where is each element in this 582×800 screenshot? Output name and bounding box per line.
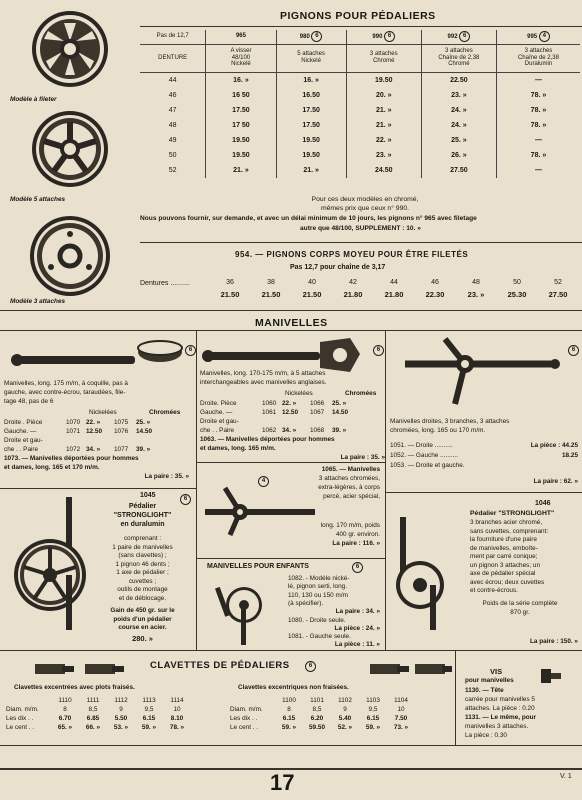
pedalier-title: "STRONGLIGHT" bbox=[113, 512, 172, 519]
crank-left-illustration bbox=[5, 334, 195, 379]
price-cell: 16. » bbox=[276, 72, 346, 88]
row-price: 25. » bbox=[332, 400, 347, 407]
model-desc: 3 attaches Chromé bbox=[346, 44, 421, 72]
model-desc: 3 attaches Chaîne de 2,38 Duralumin bbox=[496, 44, 580, 72]
m1065-line: extra-légères, à corps bbox=[318, 484, 380, 491]
sprocket-illustrations bbox=[2, 4, 137, 324]
clavette-cell: 1112 bbox=[114, 697, 128, 704]
dentures-label: Dentures .......... bbox=[140, 280, 190, 287]
poids-line: 870 gr. bbox=[510, 609, 530, 616]
clavette-cell: 78. » bbox=[169, 724, 185, 731]
table-row bbox=[140, 118, 580, 133]
price-cell: 17.50 bbox=[276, 118, 346, 133]
row-label: Droite . Pièce bbox=[4, 419, 43, 426]
row-label: Droite et gau- bbox=[200, 418, 239, 425]
row-no: 1076 bbox=[114, 428, 129, 435]
row-price: 14.50 bbox=[332, 409, 348, 416]
clavette-cell: 10 bbox=[173, 706, 181, 713]
price-cell: 78. » bbox=[496, 148, 580, 163]
clavette-cell: 52. » bbox=[337, 724, 353, 731]
pair-price: La paire : 62. » bbox=[533, 478, 578, 485]
denture-cell: 48 bbox=[168, 121, 177, 129]
denture-cell: 49 bbox=[168, 136, 177, 144]
row-label: Les dix . . bbox=[6, 715, 34, 722]
price-cell: 21.80 bbox=[384, 290, 404, 299]
clavette-cell: 8.10 bbox=[170, 715, 184, 722]
clavette-cell: 6.15 bbox=[142, 715, 156, 722]
clavette-cell: 65. » bbox=[57, 724, 73, 731]
teeth-cell: 42 bbox=[349, 279, 357, 286]
badge: 4 bbox=[258, 476, 269, 487]
m1065-line: 1065. — Manivelles bbox=[321, 466, 380, 473]
clavette-cell: 1110 bbox=[58, 697, 72, 704]
clavette-cell: 9 bbox=[119, 706, 123, 713]
pedalier-no: 1045 bbox=[140, 492, 156, 499]
clavette-cell: 1100 bbox=[282, 697, 296, 704]
clavette-subtitle: Clavettes excentrées avec plots fraisés. bbox=[14, 684, 135, 691]
m1065-line: La paire : 116. » bbox=[332, 540, 380, 547]
table-row bbox=[140, 148, 580, 163]
feature-line: un pignon 3 attaches; un bbox=[470, 561, 540, 569]
table-row bbox=[140, 163, 580, 178]
row-label: Gauche. — bbox=[4, 428, 37, 435]
price-cell: — bbox=[496, 133, 580, 148]
clavette-cell: 59. » bbox=[141, 724, 157, 731]
enfants-line: 110, 130 ou 150 m/m bbox=[288, 591, 348, 599]
row-price: 22. » bbox=[86, 419, 101, 426]
row-label: Droite. Pièce bbox=[200, 400, 237, 407]
feature-line: 3 branches acier chromé, bbox=[470, 519, 543, 526]
price-cell: 22. » bbox=[346, 133, 421, 148]
row-label: Droite et gau- bbox=[4, 437, 43, 444]
clavettes-title: CLAVETTES DE PÉDALIERS bbox=[150, 660, 290, 671]
row-label: Diam. m/m. bbox=[230, 706, 263, 713]
teeth-cell: 36 bbox=[226, 279, 234, 286]
price-cell: 21. » bbox=[346, 103, 421, 118]
model-no: 992 bbox=[447, 34, 458, 41]
row-no: 1068 bbox=[310, 427, 325, 434]
price-cell: 19.50 bbox=[276, 133, 346, 148]
price-cell: 25.30 bbox=[507, 290, 527, 299]
clavette-cell: 59.50 bbox=[309, 724, 325, 731]
pas-label: Pas de 12,7 bbox=[156, 33, 189, 40]
nickel-header: Nickelées bbox=[285, 390, 313, 397]
row-price: 12.50 bbox=[86, 428, 102, 435]
pignons-title: PIGNONS POUR PÉDALIERS bbox=[280, 10, 436, 22]
clavette-cell: 9 bbox=[343, 706, 347, 713]
row-no: 1072 bbox=[66, 446, 81, 453]
caption-5-attaches: Modèle 5 attaches bbox=[10, 196, 66, 203]
feature-line: avec écrou; deux cuvettes bbox=[470, 578, 545, 586]
feature-line: cuvettes ; bbox=[128, 577, 157, 585]
vis-title: VIS bbox=[490, 667, 503, 676]
desc-line: Manivelles droites, 3 branches, 3 attaches bbox=[390, 418, 510, 425]
model-desc: A visser 48/100 Nickelé bbox=[206, 44, 276, 72]
badge: 6 bbox=[459, 31, 470, 42]
feature-line: sans cuvettes, comprenant: bbox=[470, 527, 549, 535]
price-cell: — bbox=[496, 72, 580, 88]
row-no: 1077 bbox=[114, 446, 129, 453]
model-no: 980 bbox=[299, 34, 310, 41]
pair-price: La paire : 35. » bbox=[340, 454, 385, 461]
price-cell: 21. » bbox=[276, 163, 346, 178]
clavette-cell: 8,5 bbox=[88, 706, 98, 713]
table-row bbox=[140, 103, 580, 118]
enfants-line: La pièce : 24. » bbox=[334, 624, 380, 632]
pedalier-1046-illustration bbox=[392, 515, 452, 635]
row-label: Le cent . . bbox=[6, 724, 35, 731]
enfants-line: La pièce : 11. » bbox=[334, 641, 380, 649]
feature-line: de manivelles, emboîte- bbox=[470, 544, 538, 552]
vis-line: manivelles 3 attaches. bbox=[465, 723, 529, 730]
enfants-line: 1081. - Gauche seule. bbox=[288, 633, 351, 641]
price-cell: 78. » bbox=[496, 88, 580, 103]
feature-line: outils de montage bbox=[117, 586, 168, 593]
notice-1: Nous pouvons fournir, sur demande, et avec un délai minimum de 10 jours, les pignons n° 965 avec filetage bbox=[140, 215, 477, 222]
m1065-line: long. 170 m/m, poids bbox=[320, 522, 380, 529]
teeth-cell: 50 bbox=[513, 279, 521, 286]
denture-cell: 44 bbox=[168, 76, 177, 84]
row-label: Le cent . . bbox=[230, 724, 259, 731]
m1065-line: 3 attaches chromées, bbox=[318, 475, 380, 482]
feature-line: (sans clavettes) ; bbox=[118, 552, 167, 559]
enfants-line: (à spécifier). bbox=[288, 599, 324, 607]
clavette-cell: 1103 bbox=[366, 697, 380, 704]
price-cell: 16 50 bbox=[206, 88, 276, 103]
pignons-table bbox=[140, 30, 580, 178]
row-no: 1075 bbox=[114, 419, 129, 426]
deported-line: et dames, long. 165 et 170 m/m. bbox=[4, 464, 100, 471]
denture-cell: 46 bbox=[168, 91, 177, 99]
badge: 6 bbox=[384, 31, 395, 42]
teeth-cell: 52 bbox=[554, 279, 562, 286]
clavette-cell: 8,5 bbox=[312, 706, 322, 713]
price-cell: 22.50 bbox=[421, 72, 496, 88]
vis-line: carrée pour manivelles 5 bbox=[465, 696, 535, 703]
chrome-header: Chromées bbox=[149, 409, 181, 416]
poids-line: Poids de la série complète bbox=[482, 600, 558, 607]
clavette-cell: 7.50 bbox=[394, 715, 408, 722]
badge: 6 bbox=[180, 494, 191, 505]
m1065-line: percé, acier spécial, bbox=[323, 493, 380, 500]
feature-line: ment par carré conique; bbox=[470, 553, 538, 560]
enfants-line: 1082. - Modèle nické- bbox=[288, 575, 350, 582]
row-price: 22. » bbox=[282, 400, 297, 407]
row-no: 1070 bbox=[66, 419, 81, 426]
price-cell: 23. » bbox=[467, 290, 485, 299]
model-desc: 5 attaches Nickelé bbox=[276, 44, 346, 72]
clavette-cell: 1102 bbox=[338, 697, 352, 704]
deported-line: 1073. — Manivelles déportées pour hommes bbox=[4, 455, 139, 462]
enfants-line: La paire : 34. » bbox=[335, 608, 380, 616]
clavette-cell: 1113 bbox=[142, 697, 156, 704]
price-cell: 21.50 bbox=[302, 290, 322, 299]
desc-line: Manivelles, long. 170-175 m/m, à 5 attaches bbox=[200, 370, 326, 377]
clavette-cell: 6.70 bbox=[58, 715, 72, 722]
clavette-cell: 9,5 bbox=[144, 706, 154, 713]
row-no: 1066 bbox=[310, 400, 325, 407]
clavette-cell: 1111 bbox=[86, 697, 100, 704]
row-price: La pièce : 44.25 bbox=[530, 442, 578, 449]
row-label: 1051. — Droite .......... bbox=[390, 442, 453, 449]
badge: 6 bbox=[311, 31, 322, 42]
vis-sub: pour manivelles bbox=[465, 677, 514, 684]
desc-line: interchangeables avec manivelles anglaises. bbox=[200, 379, 327, 386]
page-number: 17 bbox=[270, 770, 295, 795]
pignons-954-subtitle: Pas 12,7 pour chaîne de 3,17 bbox=[290, 264, 386, 271]
pair-price: La paire : 35. » bbox=[144, 473, 189, 480]
feature-line: et de déblocage. bbox=[118, 594, 167, 602]
clavette-cell: 53. » bbox=[113, 724, 129, 731]
denture-label: DENTURE bbox=[158, 54, 188, 61]
manivelles-title: MANIVELLES bbox=[255, 317, 328, 329]
teeth-cell: 44 bbox=[390, 279, 398, 286]
feature-line: axe de pédalier spécial bbox=[470, 570, 536, 577]
desc-line: Manivelles, long. 175 m/m, à coquille, pas à bbox=[4, 380, 128, 387]
row-price: 25. » bbox=[136, 419, 151, 426]
clavette-cell: 9,5 bbox=[368, 706, 378, 713]
nickel-header: Nickelées bbox=[89, 409, 117, 416]
caption-3-attaches: Modèle 3 attaches bbox=[10, 298, 66, 305]
clavette-cell: 10 bbox=[397, 706, 405, 713]
feature-line: 1 pignon 46 dents ; bbox=[115, 560, 170, 568]
deported-line: 1063. — Manivelles déportées pour hommes bbox=[200, 436, 335, 443]
pedalier-no: 1046 bbox=[535, 500, 551, 507]
feature-line: 1 axe de pédalier ; bbox=[116, 569, 169, 576]
caption-fileter: Modèle à fileter bbox=[10, 96, 57, 103]
row-no: 1071 bbox=[66, 428, 81, 435]
price-cell: 21.50 bbox=[261, 290, 281, 299]
clavette-icons bbox=[0, 656, 455, 681]
clavette-subtitle: Clavettes excentriques non fraisées. bbox=[238, 684, 349, 691]
badge: 6 bbox=[305, 661, 316, 672]
note-2: mêmes prix que ceux n° 990. bbox=[320, 205, 410, 212]
price-cell: 78. » bbox=[496, 118, 580, 133]
model-desc: 3 attaches Chaîne de 2,38 Chromé bbox=[421, 44, 496, 72]
pedalier-1045-illustration bbox=[10, 495, 90, 635]
row-no: 1067 bbox=[310, 409, 325, 416]
table-row bbox=[140, 88, 580, 103]
row-price: 18.25 bbox=[562, 452, 578, 459]
clavette-cell: 1101 bbox=[310, 697, 324, 704]
feature-line: et contre-écrous. bbox=[470, 587, 518, 594]
price-cell: 21. » bbox=[346, 118, 421, 133]
table-row bbox=[140, 133, 580, 148]
price-cell: — bbox=[496, 163, 580, 178]
price-cell: 25. » bbox=[421, 133, 496, 148]
gain-line: Gain de 450 gr. sur le bbox=[110, 607, 175, 614]
denture-cell: 52 bbox=[168, 166, 177, 174]
price-cell: 26. » bbox=[421, 148, 496, 163]
row-price: 34. » bbox=[86, 446, 101, 453]
badge: 6 bbox=[568, 345, 579, 356]
denture-cell: 47 bbox=[168, 106, 177, 114]
row-no: 1060 bbox=[262, 400, 277, 407]
price-cell: 19.50 bbox=[206, 133, 276, 148]
notice-2: autre que 48/100, SUPPLEMENT : 10. » bbox=[300, 225, 421, 232]
vis-line: 1130. — Tête bbox=[465, 687, 504, 694]
model-no: 995 bbox=[527, 34, 538, 41]
pedalier-title: en duralumin bbox=[120, 521, 165, 528]
enfants-line: 1080. - Droite seule. bbox=[288, 616, 346, 624]
clavette-cell: 66. » bbox=[85, 724, 101, 731]
row-no: 1061 bbox=[262, 409, 277, 416]
feature-line: comprenant : bbox=[123, 535, 162, 542]
teeth-cell: 38 bbox=[267, 279, 275, 286]
row-price: 34. » bbox=[282, 427, 297, 434]
vis-line: attaches. La pièce : 0.20 bbox=[465, 705, 535, 712]
desc-line: chromées, long. 165 ou 170 m/m. bbox=[390, 427, 486, 434]
teeth-cell: 40 bbox=[308, 279, 316, 286]
price-cell: 21. » bbox=[206, 163, 276, 178]
row-price: 39. » bbox=[136, 446, 151, 453]
price-cell: 16. » bbox=[206, 72, 276, 88]
enfants-illustration bbox=[212, 575, 282, 650]
teeth-cell: 46 bbox=[431, 279, 439, 286]
row-label: Gauche. — bbox=[200, 409, 233, 416]
deported-line: et dames, long. 165 m/m. bbox=[200, 445, 276, 452]
chrome-header: Chromées bbox=[345, 390, 377, 397]
row-label: 1053. — Droite et gauche. bbox=[390, 462, 465, 469]
row-price: 12.50 bbox=[282, 409, 298, 416]
clavette-cell: 6.15 bbox=[282, 715, 296, 722]
price-cell: 16.50 bbox=[276, 88, 346, 103]
crank-right-illustration bbox=[395, 334, 575, 414]
row-label: Les dix . . bbox=[230, 715, 258, 722]
desc-line: tage 48, pas de 6 bbox=[4, 398, 54, 405]
price-cell: 24.50 bbox=[346, 163, 421, 178]
clavette-cell: 5.50 bbox=[114, 715, 128, 722]
row-label: 1052. — Gauche .......... bbox=[390, 452, 458, 459]
gain-line: course en acier. bbox=[118, 624, 167, 631]
note-1: Pour ces deux modèles en chromé, bbox=[311, 196, 419, 203]
badge: 6 bbox=[352, 562, 363, 573]
row-no: 1062 bbox=[262, 427, 277, 434]
vis-line: 1131. — Le même, pour bbox=[465, 714, 537, 721]
feature-line: 1 paire de manivelles bbox=[112, 543, 173, 551]
price-cell: 24. » bbox=[421, 118, 496, 133]
badge: 6 bbox=[373, 345, 384, 356]
price-cell: 27.50 bbox=[421, 163, 496, 178]
price-cell: 21.80 bbox=[343, 290, 363, 299]
clavette-cell: 59. » bbox=[281, 724, 297, 731]
table-row bbox=[140, 72, 580, 88]
price-cell: 19.50 bbox=[346, 72, 421, 88]
row-label: che . . Paire bbox=[4, 446, 39, 453]
clavette-cell: 6.20 bbox=[310, 715, 324, 722]
price-cell: 20. » bbox=[346, 88, 421, 103]
price-cell: 17.50 bbox=[276, 103, 346, 118]
pedalier-title: Pédalier bbox=[128, 503, 157, 510]
clavette-cell: 1104 bbox=[394, 697, 408, 704]
clavette-cell: 8 bbox=[287, 706, 291, 713]
enfants-title: MANIVELLES POUR ENFANTS bbox=[207, 563, 309, 570]
enfants-line: lé, pignon serti, long. bbox=[288, 583, 347, 591]
row-price: 39. » bbox=[332, 427, 347, 434]
clavette-cell: 1114 bbox=[170, 697, 184, 704]
price-cell: 17.50 bbox=[206, 103, 276, 118]
desc-line: gauche, avec contre-écrou, taraudées, file- bbox=[4, 389, 126, 396]
price-cell: 27.50 bbox=[548, 290, 568, 299]
vis-line: La pièce : 0.30 bbox=[465, 732, 507, 739]
badge: 4 bbox=[539, 31, 550, 42]
gain-line: poids d'un pédalier bbox=[113, 615, 172, 623]
feature-line: la fourniture d'une paire bbox=[470, 536, 537, 543]
model-no: 965 bbox=[235, 33, 246, 40]
corner-mark: V. 1 bbox=[560, 773, 572, 780]
teeth-cell: 48 bbox=[472, 279, 480, 286]
clavette-cell: 5.40 bbox=[338, 715, 352, 722]
clavette-cell: 6.85 bbox=[86, 715, 100, 722]
pedalier-title: Pédalier "STRONGLIGHT" bbox=[470, 510, 555, 517]
price-cell: 17 50 bbox=[206, 118, 276, 133]
pedalier-price: La paire : 150. » bbox=[530, 638, 578, 645]
row-price: 14.50 bbox=[136, 428, 152, 435]
price-cell: 19.50 bbox=[206, 148, 276, 163]
price-cell: 21.50 bbox=[220, 290, 240, 299]
price-cell: 23. » bbox=[421, 88, 496, 103]
pedalier-price: 280. » bbox=[132, 634, 153, 643]
clavette-cell: 8 bbox=[63, 706, 67, 713]
pignons-954-title: 954. — PIGNONS CORPS MOYEU POUR ÊTRE FILETÉS bbox=[235, 250, 469, 259]
clavette-cell: 6.15 bbox=[366, 715, 380, 722]
price-cell: 22.30 bbox=[425, 290, 445, 299]
price-cell: 78. » bbox=[496, 103, 580, 118]
clavette-cell: 59. » bbox=[365, 724, 381, 731]
m1065-line: 400 gr. environ. bbox=[335, 531, 380, 538]
price-cell: 24. » bbox=[421, 103, 496, 118]
row-label: che . . Paire bbox=[200, 427, 235, 434]
vis-icon bbox=[540, 668, 562, 686]
badge: 6 bbox=[185, 345, 196, 356]
model-no: 990 bbox=[372, 34, 383, 41]
clavette-cell: 73. » bbox=[393, 724, 409, 731]
price-cell: 19.50 bbox=[276, 148, 346, 163]
price-cell: 23. » bbox=[346, 148, 421, 163]
denture-cell: 50 bbox=[168, 151, 177, 159]
row-label: Diam. m/m. bbox=[6, 706, 39, 713]
